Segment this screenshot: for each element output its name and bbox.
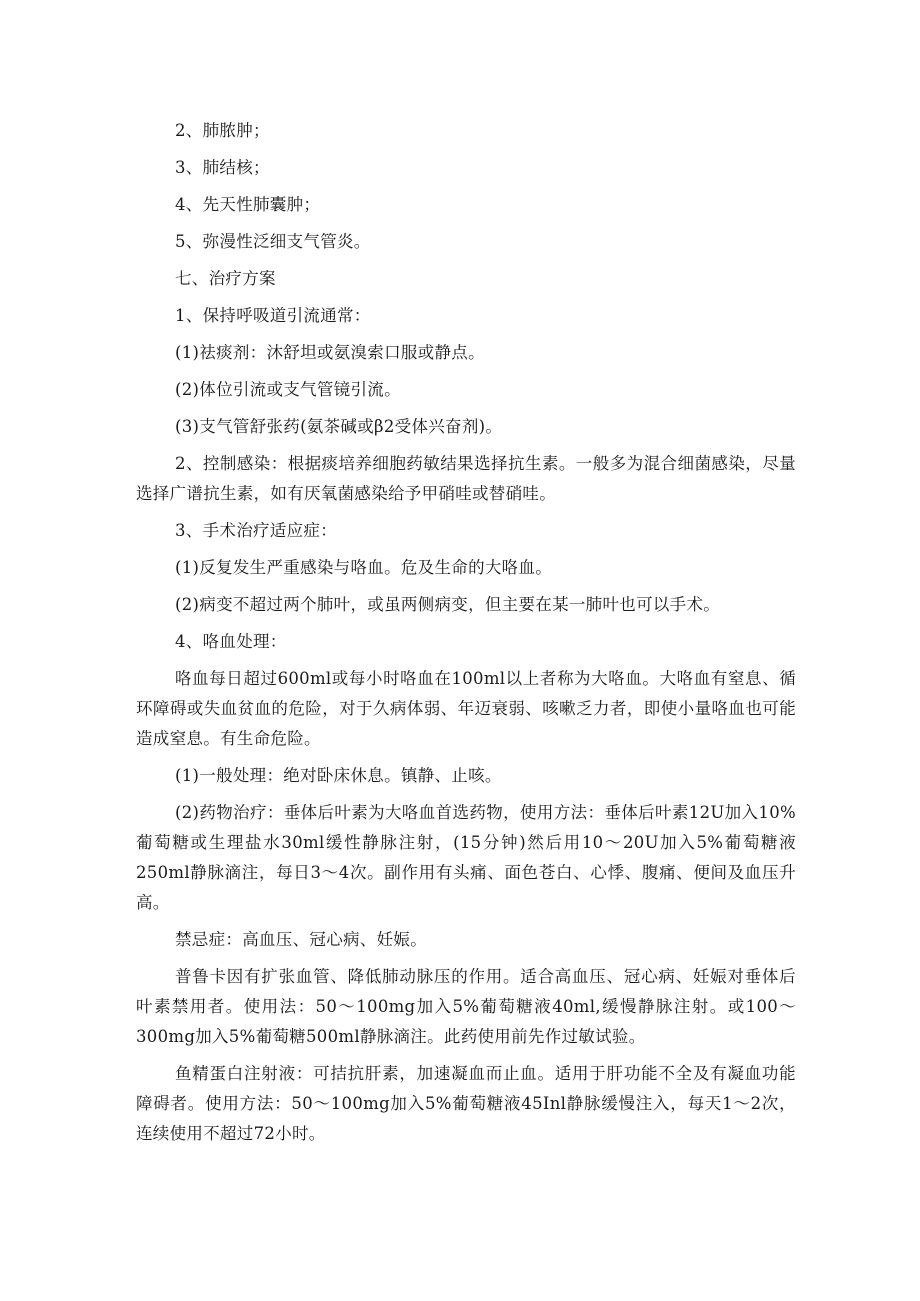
paragraph-bronchodilator: (3)支气管舒张药(氨茶碱或β2受体兴奋剂)。	[175, 417, 503, 436]
paragraph-hemoptysis-definition: 咯血每日超过600ml或每小时咯血在100ml以上者称为大咯血。大咯血有窒息、循环障碍或失血贫血的危险，对于久病体弱、年迈衰弱、咳嗽乏力者，即使小量咯血也可能造成窒息。有生命危险。	[136, 669, 796, 748]
paragraph-protamine: 鱼精蛋白注射液：可拮抗肝素，加速凝血而止血。适用于肝功能不全及有凝血功能障碍者。使用方法：50～100mg加入5%葡萄糖液45Inl静脉缓慢注入，每天1～2次，连续使用不超过72小时。	[136, 1064, 796, 1143]
document-body	[136, 116, 796, 1149]
paragraph-differential-3: 3、肺结核；	[175, 158, 270, 177]
paragraph-surgery-1: (1)反复发生严重感染与咯血。危及生命的大咯血。	[175, 558, 553, 577]
paragraph-contraindications: 禁忌症：高血压、冠心病、妊娠。	[175, 930, 427, 949]
section-heading-treatment: 七、治疗方案	[175, 269, 276, 288]
paragraph-drug-therapy: (2)药物治疗：垂体后叶素为大咯血首选药物，使用方法：垂体后叶素12U加入10%葡萄糖或生理盐水30ml缓性静脉注射，(15分钟)然后用10～20U加入5%葡萄糖液250ml静脉滴注，每日3～4次。副作用有头痛、面色苍白、心悸、腹痛、便间及血压升高。	[136, 803, 796, 912]
paragraph-airway-drainage: 1、保持呼吸道引流通常：	[175, 306, 371, 325]
paragraph-hemoptysis-heading: 4、咯血处理：	[175, 632, 287, 651]
paragraph-infection-control: 2、控制感染：根据痰培养细胞药敏结果选择抗生素。一般多为混合细菌感染，尽量选择广谱抗生素，如有厌氧菌感染给予甲硝哇或替硝哇。	[136, 454, 796, 503]
paragraph-surgery-2: (2)病变不超过两个肺叶，或虽两侧病变，但主要在某一肺叶也可以手术。	[175, 595, 721, 614]
paragraph-differential-2: 2、肺脓肿；	[175, 121, 270, 140]
paragraph-surgery-indications: 3、手术治疗适应症：	[175, 521, 337, 540]
paragraph-differential-5: 5、弥漫性泛细支气管炎。	[175, 232, 371, 251]
paragraph-expectorant: (1)祛痰剂：沐舒坦或氨溴索口服或静点。	[175, 343, 485, 362]
paragraph-differential-4: 4、先天性肺囊肿；	[175, 195, 321, 214]
paragraph-general-management: (1)一般处理：绝对卧床休息。镇静、止咳。	[175, 766, 502, 785]
paragraph-procaine: 普鲁卡因有扩张血管、降低肺动脉压的作用。适合高血压、冠心病、妊娠对垂体后叶素禁用者。使用法：50～100mg加入5%葡萄糖液40ml,缓慢静脉注射。或100～300mg加入5%葡萄糖500ml静脉滴注。此药使用前先作过敏试验。	[136, 967, 796, 1046]
paragraph-postural-drainage: (2)体位引流或支气管镜引流。	[175, 380, 401, 399]
